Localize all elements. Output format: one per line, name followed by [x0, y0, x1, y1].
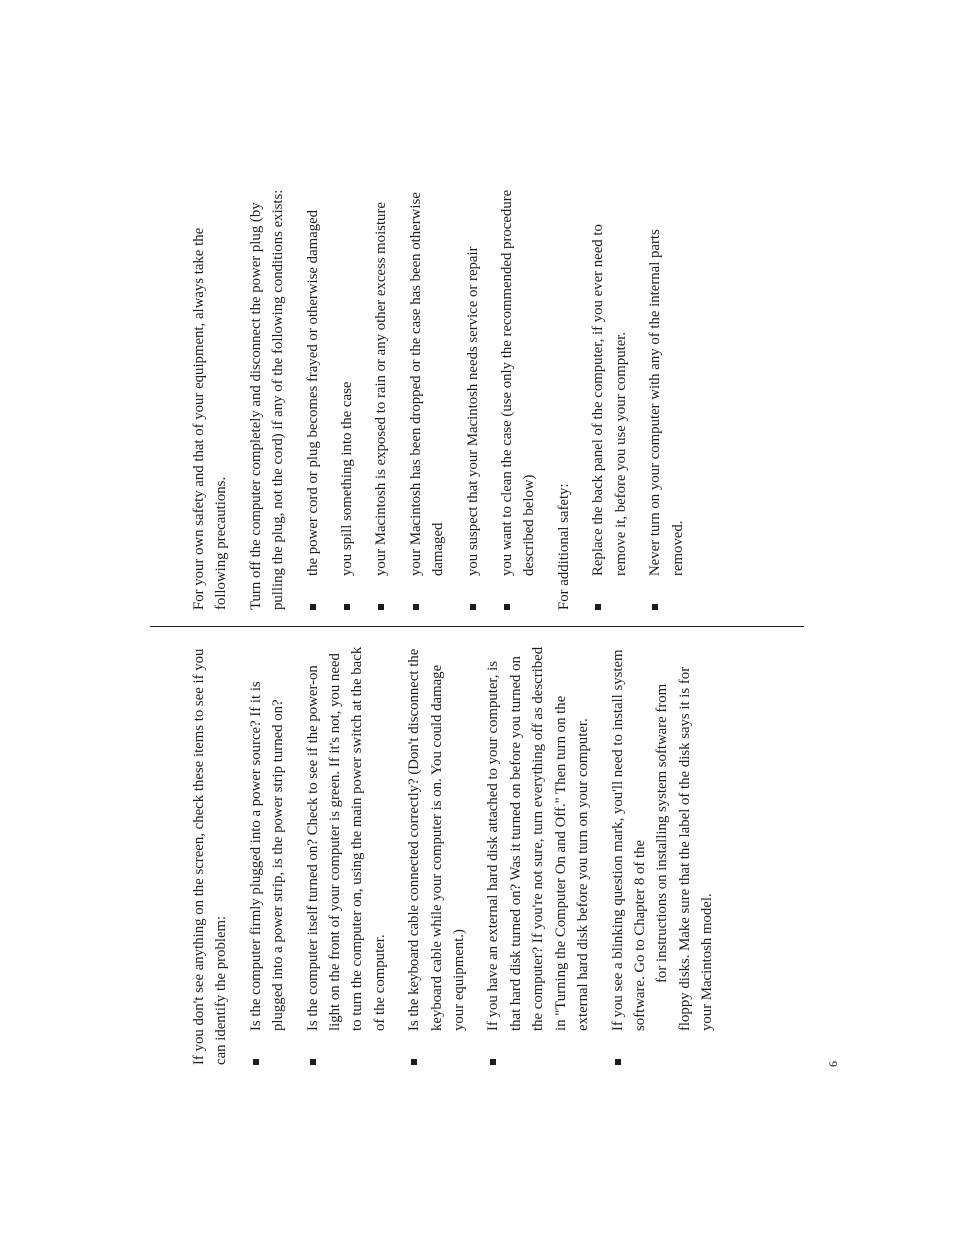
bullet-square-icon [378, 604, 384, 610]
bullet-square-icon [413, 604, 419, 610]
bullet-square-icon [490, 1059, 496, 1065]
left-intro: If you don't see anything on the screen, check these items to see if you can identify the problem: [191, 648, 230, 1065]
bullet-square-icon [344, 604, 350, 610]
bullet-square-icon [310, 604, 316, 610]
check-list [245, 645, 719, 1065]
bullet-square-icon [652, 604, 658, 610]
list-item-text: Replace the back panel of the computer, if you ever need to remove it, before you use your computer. [590, 224, 629, 576]
bullet-square-icon [504, 604, 510, 610]
list-item [496, 180, 541, 610]
conditions-list [302, 180, 541, 610]
bullet-square-icon [615, 1059, 621, 1065]
list-item-text: you want to clean the case (use only the recommended procedure described below) [499, 189, 538, 576]
list-item-text: Never turn on your computer with any of the internal parts removed. [647, 229, 686, 576]
bullet-square-icon [411, 1059, 417, 1065]
list-item [482, 645, 594, 1065]
list-item-text: you spill something into the case [339, 381, 356, 576]
list-item [302, 645, 392, 1065]
list-item [403, 645, 470, 1065]
bullet-square-icon [470, 604, 476, 610]
list-item-text: Is the keyboard cable connected correctly? (Don't disconnect the keyboard cable while your computer is on. You could damage your equipment.) [406, 648, 468, 1031]
list-item-text: your Macintosh is exposed to rain or any other excess moisture [373, 202, 390, 576]
bullet-square-icon [595, 604, 601, 610]
list-item [370, 180, 392, 610]
list-item-text: If you have an external hard disk attached to your computer, is that hard disk turned on? Was it turned on before you turned on the computer? If you're not sure, turn everything off as described in "Turning the Computer On and Off." Then turn on the external hard disk before you turn on your computer. [485, 646, 592, 1031]
list-item-text: Is the computer itself turned on? Check to see if the power-on light on the front of your computer is green. If it's not, you need to turn the computer on, using the main power switch at the back of the computer. [304, 646, 388, 1031]
list-item [405, 180, 450, 610]
list-item [336, 180, 358, 610]
list-item [607, 645, 719, 1065]
list-item-text: Is the computer firmly plugged into a power source? If it is plugged into a power strip, is the power strip turned on? [247, 681, 287, 1031]
bullet-square-icon [253, 1059, 259, 1065]
list-item [587, 180, 632, 610]
left-column [188, 645, 731, 1065]
list-item-text: the power cord or plug becomes frayed or otherwise damaged [304, 209, 321, 576]
column-divider [150, 626, 804, 627]
list-item [462, 180, 484, 610]
list-item-text: you suspect that your Macintosh needs service or repair [464, 246, 481, 576]
additional-safety-list [587, 180, 689, 610]
safety-intro: For your own safety and that of your equipment, always take the following precautions. [191, 227, 230, 610]
list-item-text-part1: If you see a blinking question mark, you'll need to install system software. Go to Chapter 8 of the [609, 649, 648, 1031]
list-item [245, 645, 290, 1065]
additional-safety-heading: For additional safety: [555, 483, 572, 610]
list-item [302, 180, 324, 610]
right-column [188, 180, 701, 610]
bullet-square-icon [310, 1059, 316, 1065]
list-item-text: your Macintosh has been dropped or the case has been otherwise damaged [407, 192, 447, 576]
page-number: 6 [826, 1061, 840, 1067]
list-item-text-part2: for instructions on installing system software from floppy disks. Make sure that the label of the [654, 683, 693, 1031]
list-item [644, 180, 689, 610]
turn-off-intro: Turn off the computer completely and disconnect the power plug (by pulling the plug, not the cord) if any of the following conditions exists: [247, 189, 287, 610]
list-item-text-part3: disk says it is for your Macintosh model. [676, 666, 716, 1031]
